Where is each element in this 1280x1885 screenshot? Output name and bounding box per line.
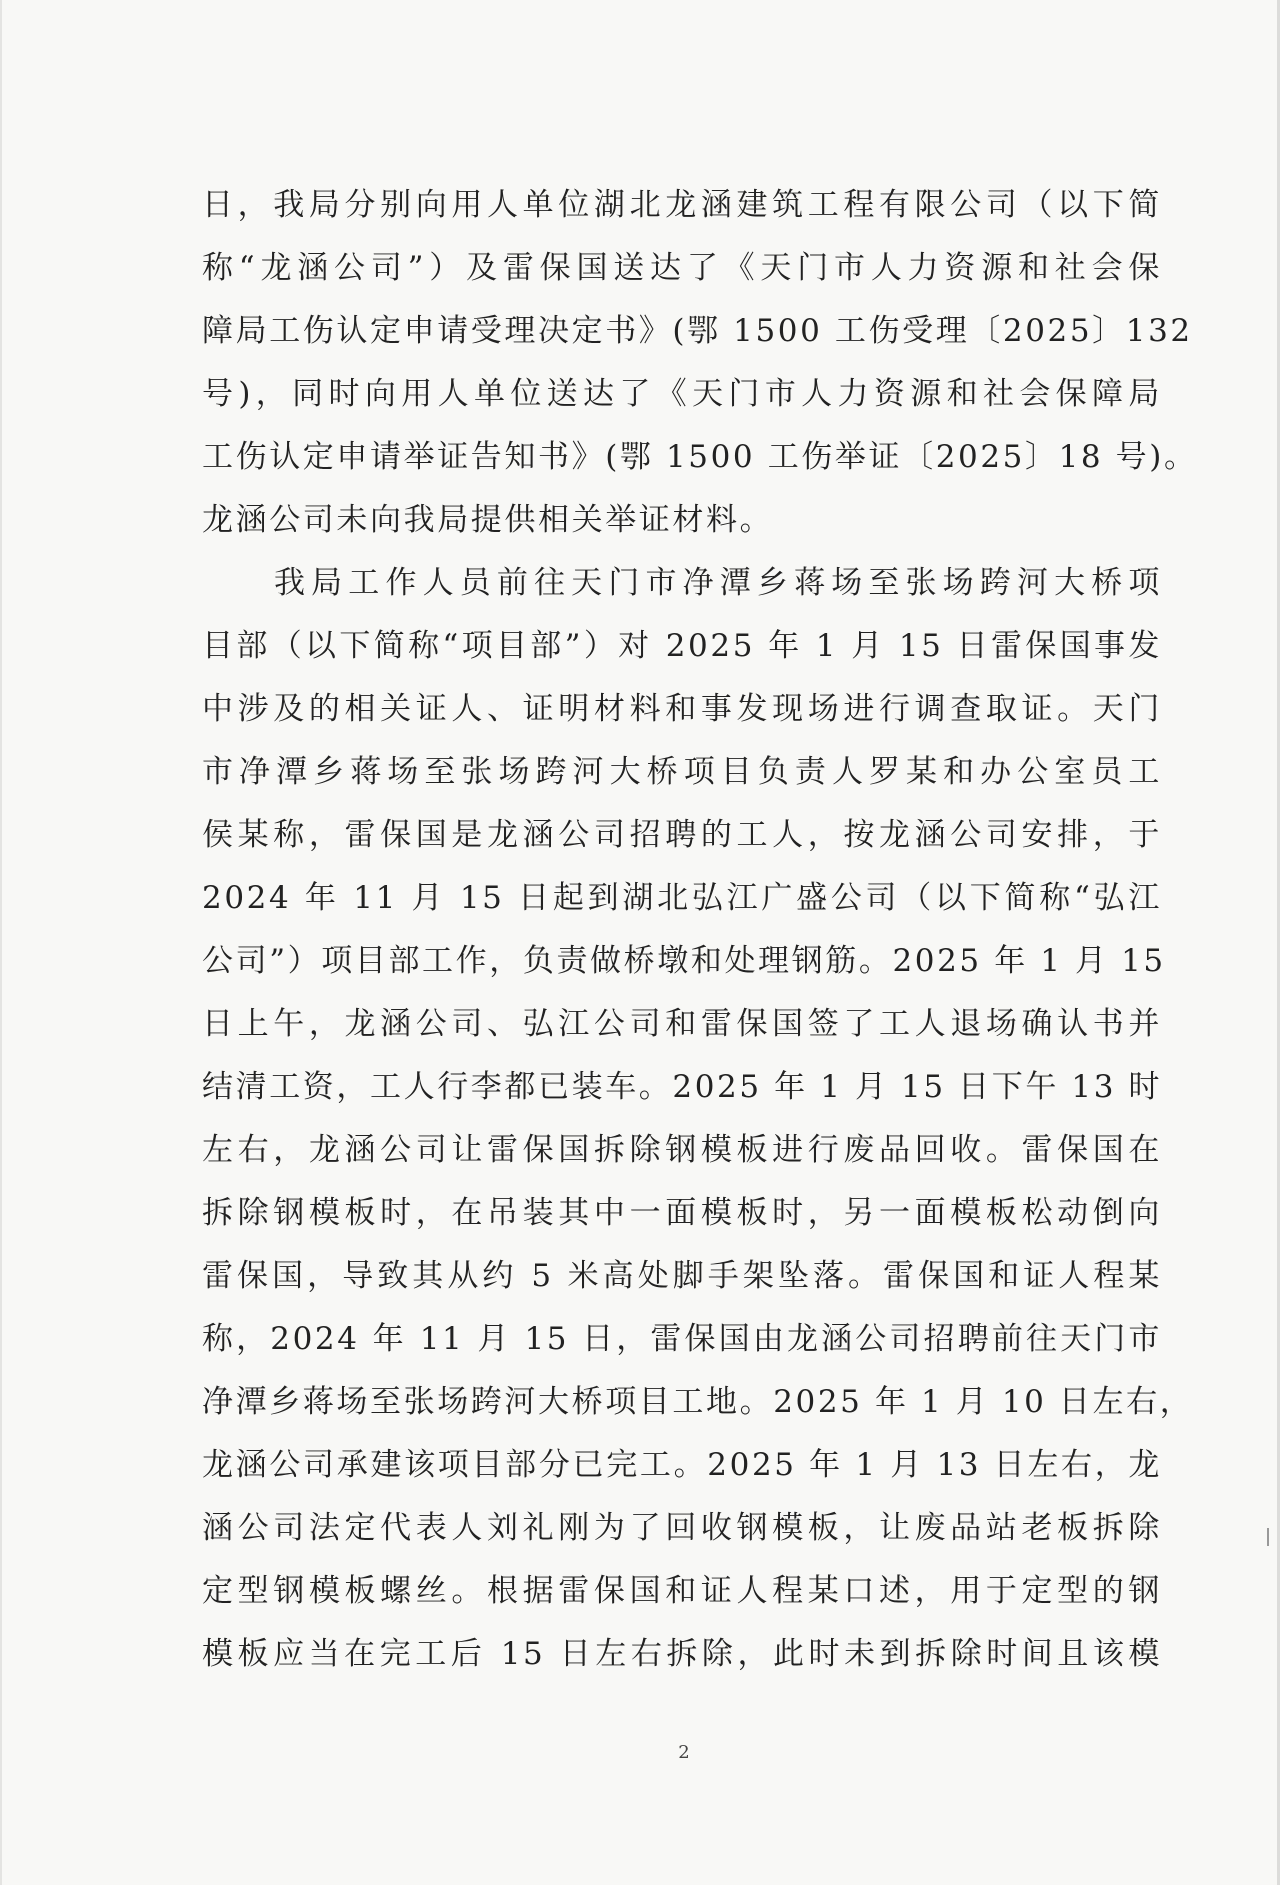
paragraph-2	[202, 552, 1194, 1686]
text-line: 龙涵公司承建该项目部分已完工。2025 年 1 月 13 日左右，龙	[202, 1447, 1162, 1483]
text-line: 龙涵公司未向我局提供相关举证材料。	[202, 502, 774, 538]
text-line: 日上午，龙涵公司、弘江公司和雷保国签了工人退场确认书并	[202, 1006, 1162, 1042]
text-line: 称，2024 年 11 月 15 日，雷保国由龙涵公司招聘前往天门市	[202, 1321, 1162, 1357]
text-line: 目部（以下简称“项目部”）对 2025 年 1 月 15 日雷保国事发	[202, 628, 1162, 664]
text-line: 拆除钢模板时，在吊装其中一面模板时，另一面模板松动倒向	[202, 1195, 1162, 1231]
text-line: 市净潭乡蒋场至张场跨河大桥项目负责人罗某和办公室员工	[202, 754, 1162, 790]
text-line: 障局工伤认定申请受理决定书》(鄂 1500 工伤受理〔2025〕132	[202, 313, 1193, 349]
text-line: 左右，龙涵公司让雷保国拆除钢模板进行废品回收。雷保国在	[202, 1132, 1162, 1168]
text-line: 日，我局分别向用人单位湖北龙涵建筑工程有限公司（以下简	[202, 187, 1162, 223]
text-line: 号)，同时向用人单位送达了《天门市人力资源和社会保障局	[202, 376, 1162, 412]
scan-edge-mark	[1267, 1528, 1269, 1546]
page-number: 2	[678, 1742, 690, 1763]
text-line: 净潭乡蒋场至张场跨河大桥项目工地。2025 年 1 月 10 日左右，	[202, 1384, 1194, 1420]
text-line: 称“龙涵公司”）及雷保国送达了《天门市人力资源和社会保	[202, 250, 1162, 286]
text-line: 涵公司法定代表人刘礼刚为了回收钢模板，让废品站老板拆除	[202, 1510, 1162, 1546]
text-line: 2024 年 11 月 15 日起到湖北弘江广盛公司（以下简称“弘江	[202, 880, 1162, 916]
text-line: 工伤认定申请举证告知书》(鄂 1500 工伤举证〔2025〕18 号)。	[202, 439, 1198, 475]
document-body	[202, 174, 1198, 1686]
text-line: 中涉及的相关证人、证明材料和事发现场进行调查取证。天门	[202, 691, 1162, 727]
text-line: 模板应当在完工后 15 日左右拆除，此时未到拆除时间且该模	[202, 1636, 1162, 1672]
text-line: 侯某称，雷保国是龙涵公司招聘的工人，按龙涵公司安排，于	[202, 817, 1162, 853]
paragraph-1	[202, 174, 1198, 552]
text-line: 公司”）项目部工作，负责做桥墩和处理钢筋。2025 年 1 月 15	[202, 943, 1166, 979]
text-line: 定型钢模板螺丝。根据雷保国和证人程某口述，用于定型的钢	[202, 1573, 1162, 1609]
text-line: 我局工作人员前往天门市净潭乡蒋场至张场跨河大桥项	[274, 565, 1162, 601]
text-line: 结清工资，工人行李都已装车。2025 年 1 月 15 日下午 13 时	[202, 1069, 1163, 1105]
text-line: 雷保国，导致其从约 5 米高处脚手架坠落。雷保国和证人程某	[202, 1258, 1162, 1294]
